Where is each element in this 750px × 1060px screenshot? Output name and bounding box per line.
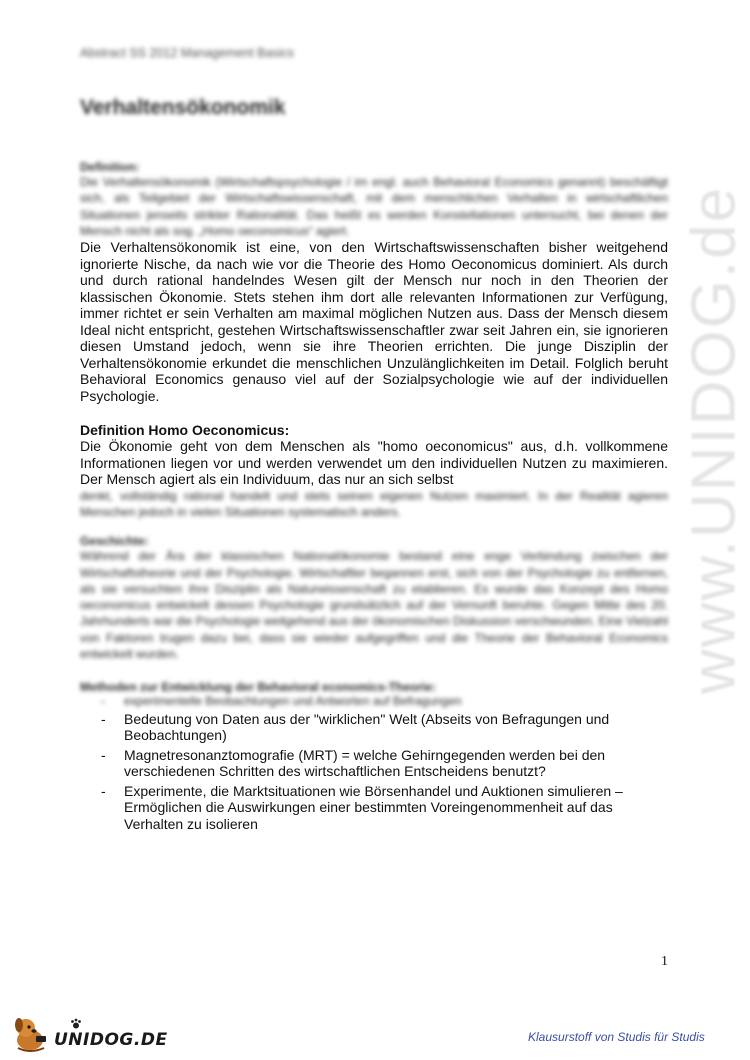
bullet: - — [101, 782, 106, 799]
intro-paragraph: Die Verhaltensökonomik ist eine, von den Wirtschaftswissenschaften bisher weitgehend ignorierte Nische, da nach wie vor die Theorie des Homo Oeconomicus dominiert. Als durch und durch rational handelndes Wesen gilt der Mensch nur noch in den Theorien der klassischen Ökonomie. Stets stehen ihm dort alle relevanten Informationen zur Verfügung, immer richtet er sein Verhalten am maximal möglichen Nutzen aus. Dass der Mensch diesem Ideal nicht entspricht, gestehen Wirtschaftswissenschaftler zwar seit Jahren ein, sie ignorieren diesen Umstand jedoch, wenn sie ihre Theorien errichten. Die junge Disziplin der Verhaltensökonomie erkundet die menschlichen Unzulänglichkeiten im Detail. Folglich beruht Behavioral Economics genauso viel auf der Sozialpsychologie wie auf der individuellen Psychologie. — [80, 239, 668, 404]
page-title: Verhaltensökonomik — [80, 96, 286, 119]
history-section — [80, 534, 668, 662]
history-heading: Geschichte: — [80, 534, 149, 549]
methods-item-text: experimentelle Beobachtungen und Antworten auf Befragungen — [124, 694, 462, 709]
paw-icon — [70, 1018, 82, 1030]
definition-text: Die Verhaltensökonomik (Wirtschaftspsychologie / im engl. auch Behavioral Economics genannt) beschäftigt sich, als Teilgebiet der Wirtschaftswissenschaft, mit dem menschlichen Verhalten in wirtschaftlichen Situationen jenseits strikter Rationalität. Das heißt es werden Konstellationen untersucht, bei denen der Mensch nicht als sog. „Homo oeconomicus“ agiert. — [80, 175, 668, 238]
unidog-logo[interactable] — [10, 1010, 168, 1054]
page-number: 1 — [661, 954, 668, 969]
methods-list-item — [80, 783, 668, 833]
footer-slogan: Klausurstoff von Studis für Studis — [528, 1030, 705, 1044]
watermark: www.UNIDOG.de — [679, 185, 749, 695]
bullet: - — [101, 694, 105, 709]
bullet: - — [101, 710, 106, 727]
methods-list — [80, 694, 668, 832]
definition-heading: Definition: — [80, 160, 140, 174]
methods-list-item — [80, 711, 668, 744]
logo-text: UNIDOG.DE — [54, 1030, 168, 1050]
methods-list-item — [80, 694, 668, 709]
page-header: Abstract SS 2012 Management Basics — [80, 46, 295, 60]
homo-oeconomicus-text-blurred: denkt, vollständig rational handelt und stets seinen eigenen Nutzen maximiert. In der Realität agieren Menschen jedoch in vielen Situationen systematisch anders. — [80, 488, 668, 519]
definition-section — [80, 160, 668, 239]
methods-item-text: Magnetresonanztomografie (MRT) = welche Gehirngegenden werden bei den verschiedenen Schritten des wirtschaftlichen Entscheidens benutzt? — [124, 746, 606, 780]
methods-item-text: Experimente, die Marktsituationen wie Börsenhandel und Auktionen simulieren – Ermöglichen die Auswirkungen einer bestimmten Voreingenommenheit auf das Verhalten zu isolieren — [124, 782, 623, 832]
main-content — [80, 160, 668, 835]
homo-oeconomicus-text: Die Ökonomie geht von dem Menschen als "homo oeconomicus" aus, d.h. vollkommene Informationen liegen vor und werden verwendet um den individuellen Nutzen zu maximieren. Der Mensch agiert als ein Individuum, das nur an sich selbst — [80, 438, 668, 488]
history-text: Während der Ära der klassischen Nationalökonomie bestand eine enge Verbindung zwischen der Wirtschaftstheorie und der Psychologie. Wirtschaftler begannen erst, sich von der Psychologie zu entfernen, als sie versuchten ihre Disziplin als Naturwissenschaft zu etablieren. Es wurde das Konzept des Homo oeconomicus entwickelt dessen Psychologie grundsätzlich auf der Vernunft beruhte. Gegen Mitte des 20. Jahrhunderts war die Psychologie weitgehend aus der ökonomischen Diskussion verschwunden. Eine Vielzahl von Faktoren trugen dazu bei, dass sie wieder aufgegriffen und die Theorie der Behavioral Economics entwickelt wurden. — [80, 549, 668, 662]
homo-oeconomicus-heading: Definition Homo Oeconomicus: — [80, 422, 290, 439]
methods-list-item — [80, 747, 668, 780]
methods-item-text: Bedeutung von Daten aus der "wirklichen" Welt (Abseits von Befragungen und Beobachtungen) — [124, 710, 610, 744]
dog-mascot-icon — [10, 1010, 54, 1054]
bullet: - — [101, 746, 106, 763]
methods-heading: Methoden zur Entwicklung der Behavioral economics-Theorie: — [80, 680, 437, 695]
